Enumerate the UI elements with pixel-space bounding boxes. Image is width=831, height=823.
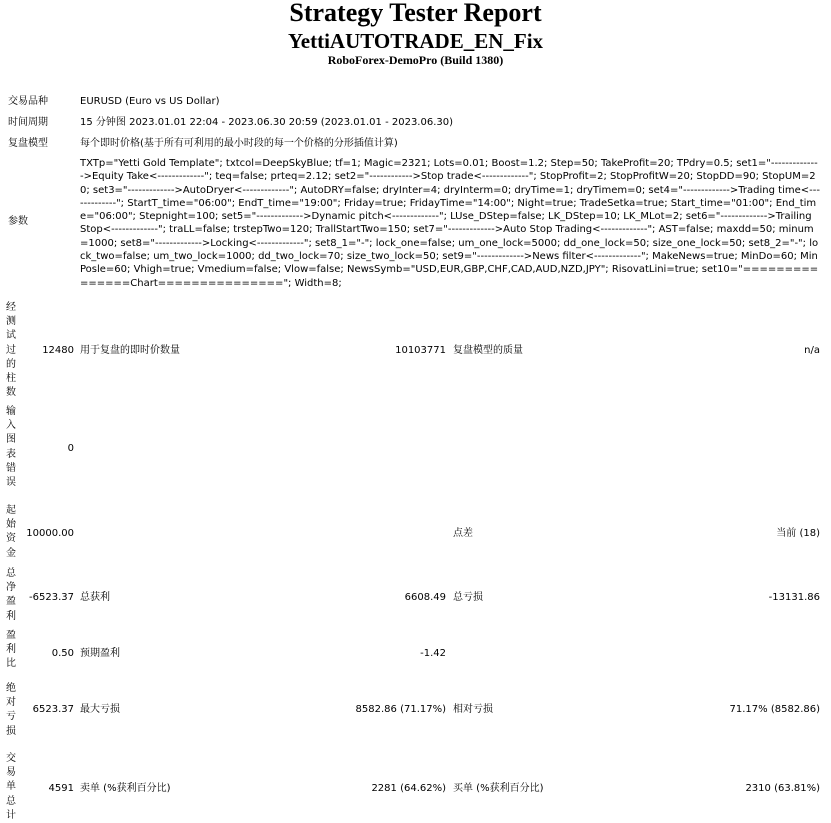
expected-label: 预期盈利 bbox=[80, 648, 120, 659]
absdd-value: 6523.37 bbox=[32, 704, 74, 715]
expert-name: YettiAUTOTRADE_EN_Fix bbox=[287, 29, 544, 53]
long-value: 2310 (63.81%) bbox=[745, 783, 820, 794]
model-value: 每个即时价格(基于所有可利用的最小时段的每一个价格的分形插值计算) bbox=[80, 138, 398, 149]
broker-build: RoboForex-DemoPro (Build 1380) bbox=[327, 53, 504, 67]
deposit-value: 10000.00 bbox=[26, 528, 74, 539]
period-label: 时间周期 bbox=[8, 117, 48, 128]
trades-value: 4591 bbox=[48, 783, 74, 794]
short-label: 卖单 (%获利百分比) bbox=[80, 783, 171, 794]
errors-label: 输入图表错误 bbox=[6, 406, 16, 489]
spread-value: 当前 (18) bbox=[776, 528, 820, 539]
grossprofit-label: 总获利 bbox=[80, 592, 110, 603]
spread-label: 点差 bbox=[453, 528, 473, 539]
short-value: 2281 (64.62%) bbox=[371, 783, 446, 794]
params-label: 参数 bbox=[8, 216, 28, 227]
report-title: Strategy Tester Report bbox=[289, 0, 542, 27]
bars-value: 12480 bbox=[42, 345, 74, 356]
symbol-value: EURUSD (Euro vs US Dollar) bbox=[80, 96, 220, 107]
deposit-label: 起始资金 bbox=[6, 505, 16, 559]
grossloss-label: 总亏损 bbox=[453, 592, 483, 603]
pf-value: 0.50 bbox=[51, 648, 74, 659]
grossprofit-value: 6608.49 bbox=[404, 592, 446, 603]
quality-label: 复盘模型的质量 bbox=[453, 345, 523, 356]
maxdd-label: 最大亏损 bbox=[80, 704, 120, 715]
reldd-value: 71.17% (8582.86) bbox=[729, 704, 820, 715]
ticks-value: 10103771 bbox=[395, 345, 446, 356]
errors-value: 0 bbox=[67, 443, 74, 454]
expected-value: -1.42 bbox=[420, 648, 446, 659]
grossloss-value: -13131.86 bbox=[768, 592, 820, 603]
bars-label: 经测试过的柱数 bbox=[6, 302, 16, 399]
trades-label: 交易单总计 bbox=[6, 753, 16, 821]
reldd-label: 相对亏损 bbox=[453, 704, 493, 715]
quality-value: n/a bbox=[804, 345, 820, 356]
long-label: 买单 (%获利百分比) bbox=[453, 783, 544, 794]
maxdd-value: 8582.86 (71.17%) bbox=[355, 704, 446, 715]
netprofit-label: 总净盈利 bbox=[6, 568, 16, 622]
model-label: 复盘模型 bbox=[8, 138, 48, 149]
netprofit-value: -6523.37 bbox=[29, 592, 74, 603]
period-value: 15 分钟图 2023.01.01 22:04 - 2023.06.30 20:59 (2023.01.01 - 2023.06.30) bbox=[80, 117, 454, 128]
params-value: TXTp="Yetti Gold Template"; txtcol=DeepSkyBlue; tf=1; Magic=2321; Lots=0.01; Boost=1.2; Step=50; TakeProfit=20; TPdry=0.5; set1="-------------->Equity Take<-------------"; teq=false; prteq=2.12; set2="------------>Stop trade<-------------"; StopProfit=2; StopProfitW=20; StopDD=90; StopUM=20; set3="------------->AutoDryer<-------------"; AutoDRY=false; dryInter=4; dryInterm=0; dryTime=1; dryTimem=0; set4="------------->Trading time<-------------"; StartT_time="06:00"; EndT_time="19:00"; Friday=true; FridayTime="14:00"; Night=true; TradeSetka=true; Start_time="01:00"; End_time="06:00"; Stepnight=100; set5="------------->Dynamic pitch<-------------"; LUse_DStep=false; LK_DStep=10; LK_MLot=2; set6="------------->Trailing Stop<-------------"; traLL=false; trstepTwo=120; TrallStartTwo=150; set7="------------->Auto Stop Trading<-------------"; AST=false; maxdd=50; minum=1000; set8="------------->Locking<-------------"; set8_1="-"; lock_one=false; um_one_lock=5000; dd_one_lock=50; size_one_lock=50; set8_2="-"; lock_two=false; um_two_lock=1000; dd_two_lock=70; size_two_lock=50; set9="------------->News filter<-------------"; MakeNews=true; MinDo=60; MinPosle=60; Vhigh=true; Vmedium=false; Vlow=false; NewsSymb="USD,EUR,GBP,CHF,CAD,AUD,NZD,JPY"; RisovatLini=true; set10="===============Chart==============="; Width=8; bbox=[80, 158, 820, 289]
absdd-label: 绝对亏损 bbox=[6, 683, 16, 737]
symbol-label: 交易品种 bbox=[8, 96, 48, 107]
ticks-label: 用于复盘的即时价数量 bbox=[80, 345, 180, 356]
pf-label: 盈利比 bbox=[6, 630, 16, 670]
